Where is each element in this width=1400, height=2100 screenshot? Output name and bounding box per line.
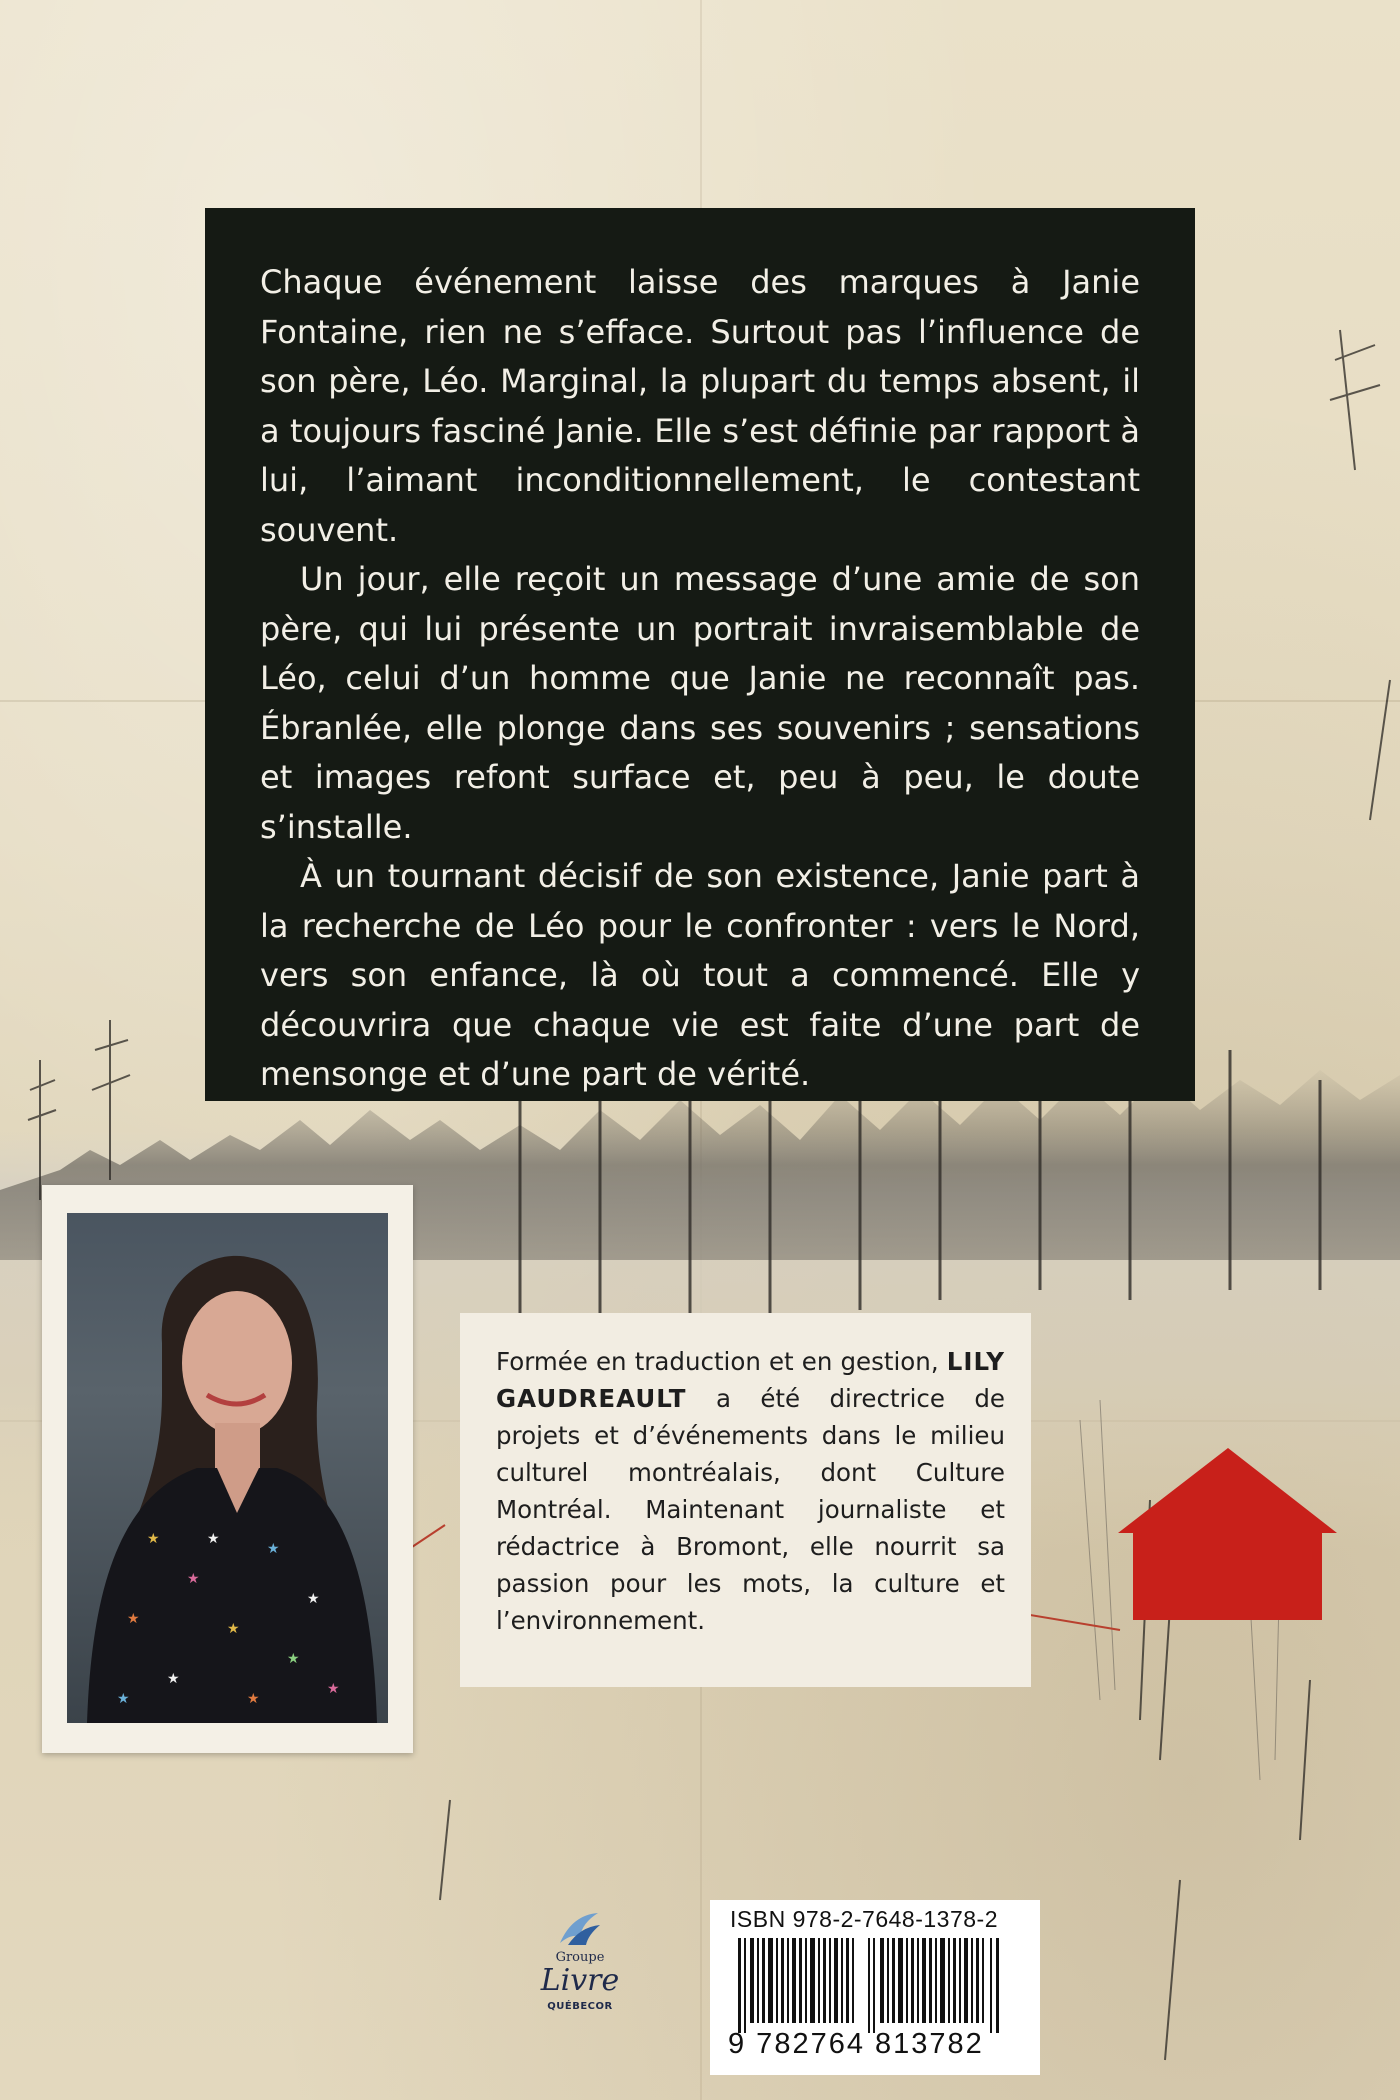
author-bio [460, 1313, 1031, 1687]
author-bio-text [496, 1343, 1005, 1639]
isbn-label: ISBN 978-2-7648-1378-2 [730, 1906, 998, 1932]
svg-text:★: ★ [207, 1531, 220, 1547]
publisher-name-line3: QUÉBECOR [547, 2001, 613, 2012]
svg-text:★: ★ [167, 1671, 180, 1687]
barcode-digits: 9 782764 813782 [728, 2028, 984, 2060]
author-photo [67, 1213, 388, 1723]
publisher-name-line1: Groupe [555, 1950, 605, 1965]
svg-text:★: ★ [267, 1541, 280, 1557]
publisher-logo [520, 1905, 640, 2025]
isbn-barcode [710, 1900, 1040, 2075]
author-name: LILY GAUDREAULT [496, 1347, 1005, 1413]
svg-text:★: ★ [147, 1531, 160, 1547]
svg-text:★: ★ [247, 1691, 260, 1707]
author-photo-card [42, 1185, 413, 1753]
book-blurb [205, 208, 1195, 1101]
barcode-bars [730, 1938, 1025, 2033]
blurb-paragraph: Un jour, elle reçoit un message d’une amie de son père, qui lui présente un portrait invraisemblable de Léo, celui d’un homme que Janie ne reconnaît pas. Ébranlée, elle plonge dans ses souvenirs ; sensations et images refont surface et, peu à peu, le doute s’installe. [260, 560, 1140, 846]
author-bio-rest: a été directrice de projets et d’événements dans le milieu culturel montréalais, dont Culture Montréal. Maintenant journaliste et rédactrice à Bromont, elle nourrit sa passion pour les mots, la culture et l’environnement. [496, 1384, 1005, 1635]
svg-text:★: ★ [287, 1651, 300, 1667]
svg-text:★: ★ [117, 1691, 130, 1707]
blurb-paragraph: À un tournant décisif de son existence, Janie part à la recherche de Léo pour le confronter : vers le Nord, vers son enfance, là où tout a commencé. Elle y découvrira que chaque vie est faite d’une part de mensonge et d’une part de vérité. [260, 857, 1140, 1093]
blurb-paragraph: Chaque événement laisse des marques à Janie Fontaine, rien ne s’efface. Surtout pas l’influence de son père, Léo. Marginal, la plupart du temps absent, il a toujours fasciné Janie. Elle s’est définie par rapport à lui, l’aimant inconditionnellement, le contestant souvent. [260, 263, 1140, 549]
svg-text:★: ★ [227, 1621, 240, 1637]
svg-text:★: ★ [187, 1571, 200, 1587]
publisher-bird-icon [520, 1905, 640, 1955]
publisher-name-line2: Livre [540, 1963, 620, 1998]
svg-text:★: ★ [127, 1611, 140, 1627]
svg-text:★: ★ [307, 1591, 320, 1607]
author-bio-intro: Formée en traduction et en gestion, [496, 1347, 939, 1376]
svg-text:★: ★ [327, 1681, 340, 1697]
